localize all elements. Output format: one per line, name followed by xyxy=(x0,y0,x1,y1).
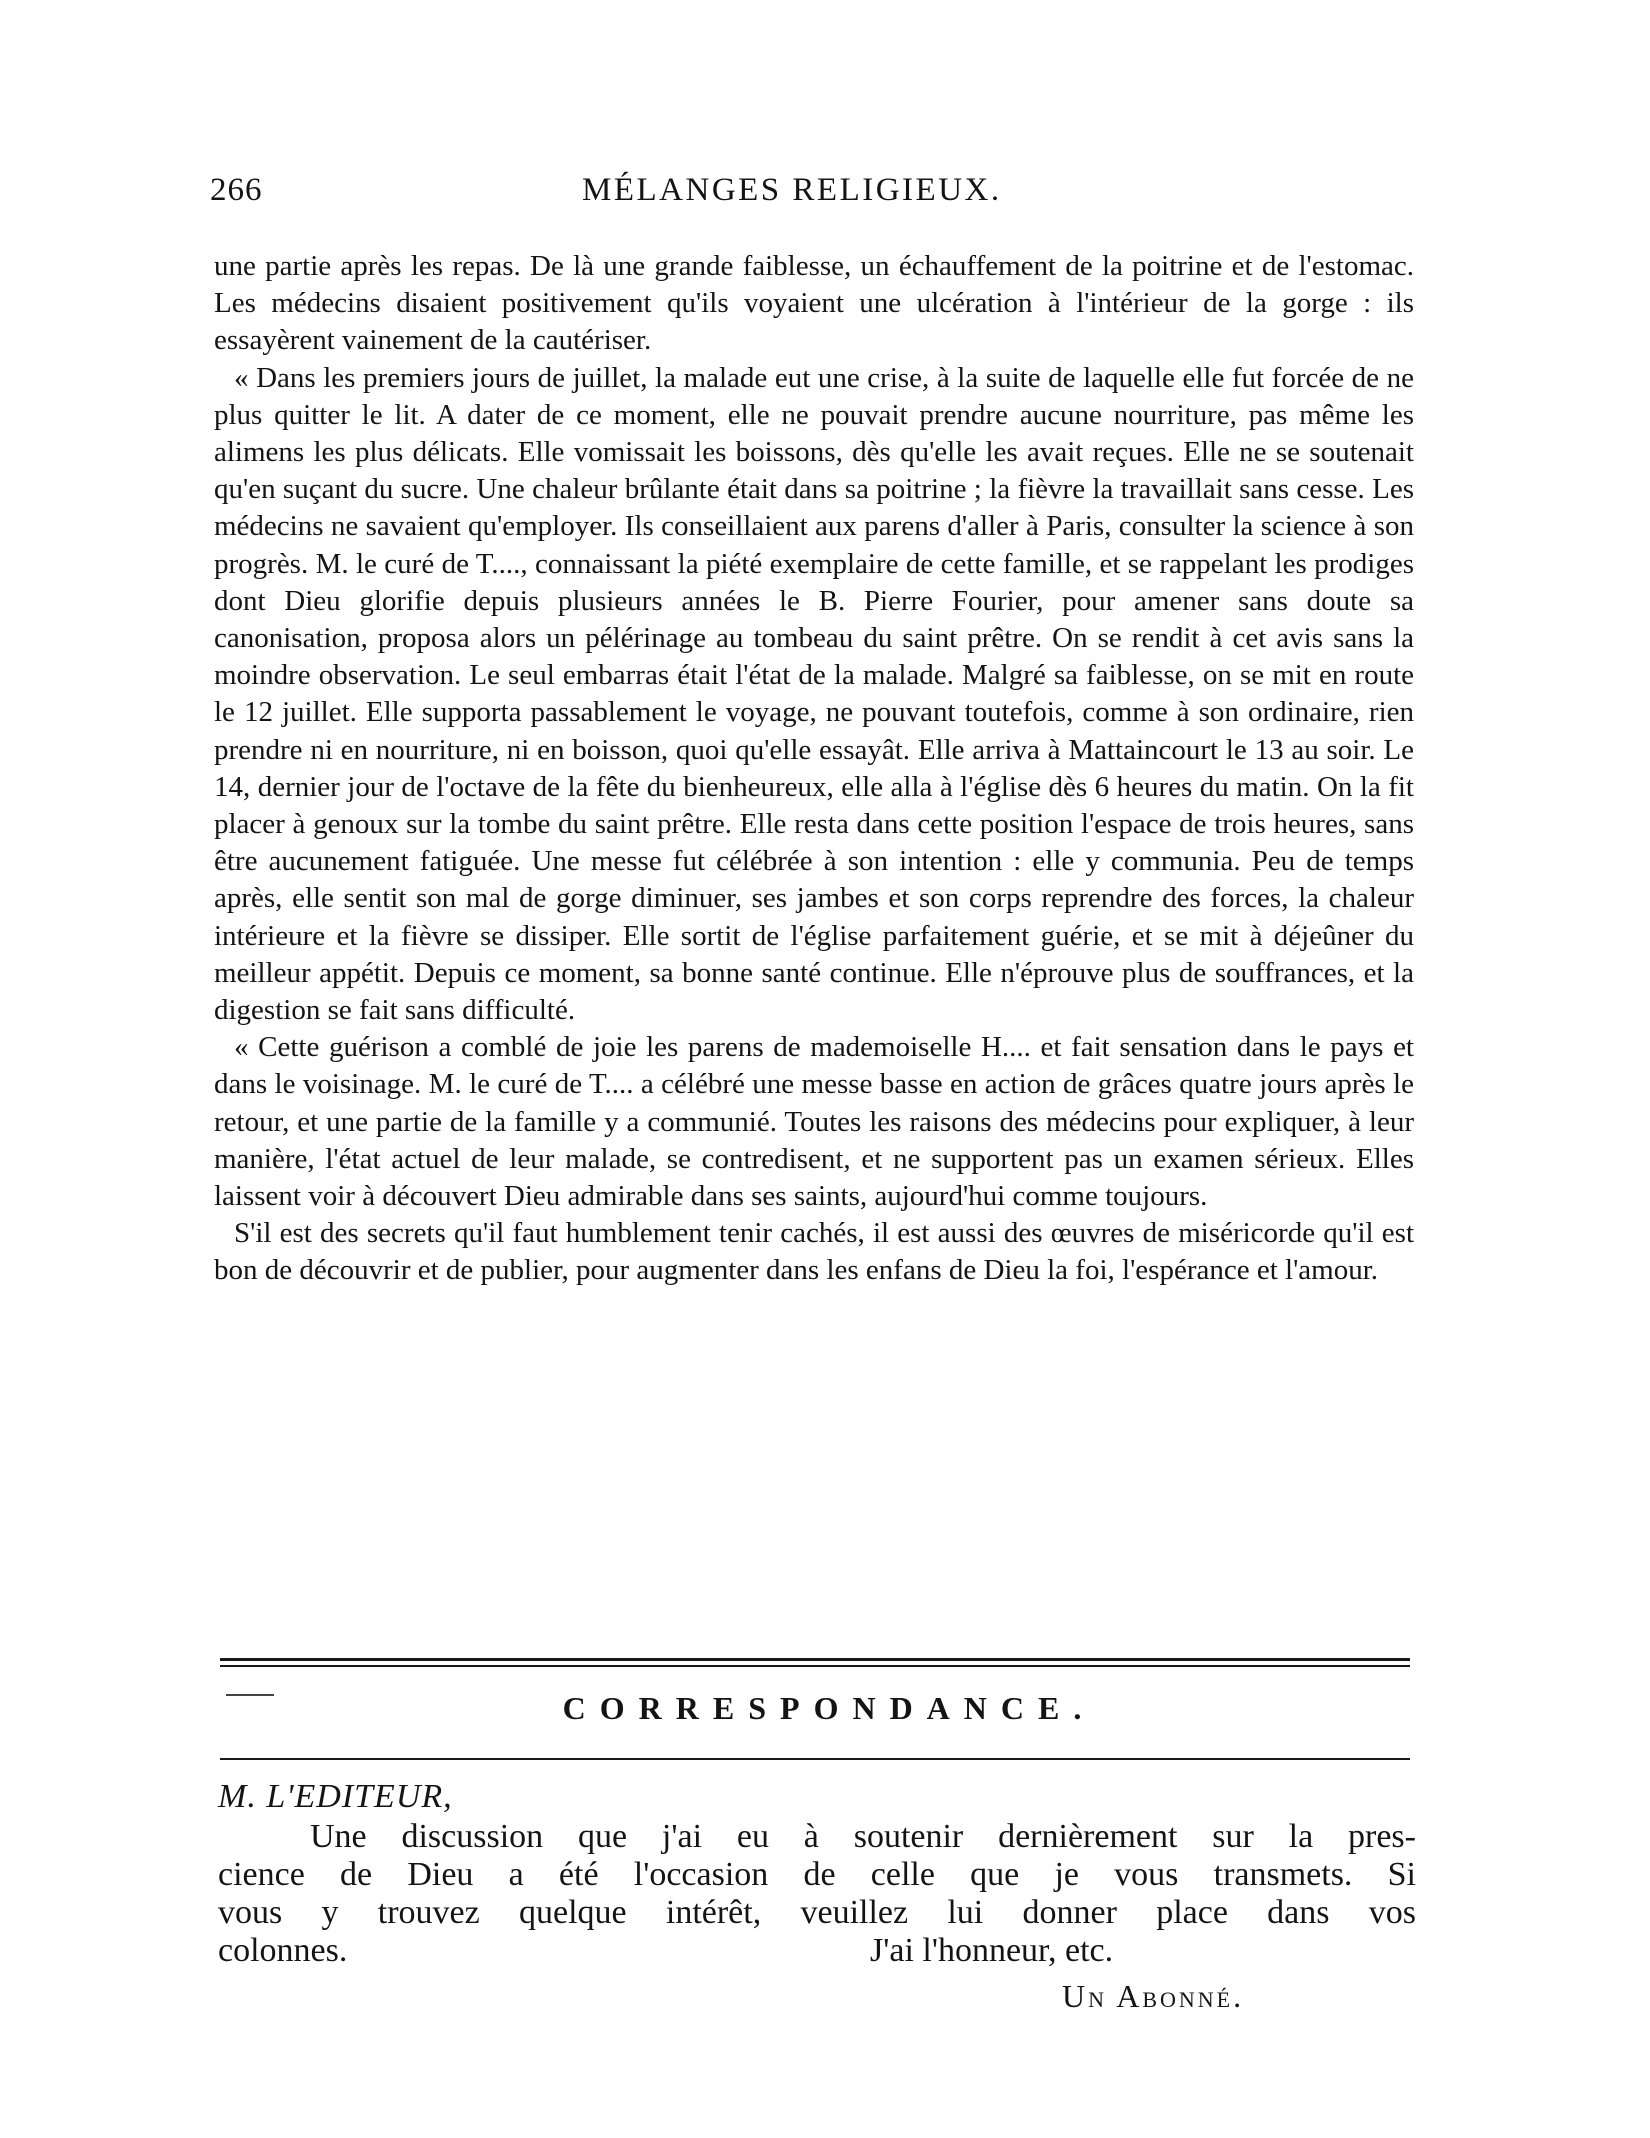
letter-signature: Un Abonné. xyxy=(1062,1978,1245,2014)
letter-line: cience de Dieu a été l'occasion de celle que je vous transmets. Si xyxy=(218,1856,1416,1893)
section-divider xyxy=(220,1658,1410,1661)
article-paragraph: « Dans les premiers jours de juillet, la malade eut une crise, à la suite de laquelle elle fut forcée de ne plus quitter le lit. A dater de ce moment, elle ne pouvait prendre aucune nourriture, pas même les alimens les plus délicats. Elle vomissait les boissons, dès qu'elle les avait reçues. Elle ne se soutenait qu'en suçant du sucre. Une chaleur brûlante était dans sa poitrine ; la fièvre la travaillait sans cesse. Les médecins ne savaient qu'employer. Ils conseillaient aux parens d'aller à Paris, consulter la science à son progrès. M. le curé de T...., connaissant la piété exemplaire de cette famille, et se rappelant les prodiges dont Dieu glorifie depuis plusieurs années le B. Pierre Fourier, pour amener sans doute sa canonisation, proposa alors un pélérinage au tombeau du saint prêtre. On se rendit à cet avis sans la moindre observation. Le seul embarras était l'état de la malade. Malgré sa faiblesse, on se mit en route le 12 juillet. Elle supporta passablement le voyage, ne pouvant toutefois, comme à son ordinaire, rien prendre ni en nourriture, ni en boisson, quoi qu'elle essayât. Elle arriva à Mattaincourt le 13 au soir. Le 14, dernier jour de l'octave de la fête du bienheureux, elle alla à l'église dès 6 heures du matin. On la fit placer à genoux sur la tombe du saint prêtre. Elle resta dans cette position l'espace de trois heures, sans être aucunement fatiguée. Une messe fut célébrée à son intention : elle y communia. Peu de temps après, elle sentit son mal de gorge diminuer, ses jambes et son corps reprendre des forces, la chaleur intérieure et la fièvre se dissiper. Elle sortit de l'église parfaitement guérie, et se mit à déjeûner du meilleur appétit. Depuis ce moment, sa bonne santé continue. Elle n'éprouve plus de souffrances, et la digestion se fait sans difficulté. xyxy=(214,361,1414,1027)
section-divider xyxy=(220,1665,1410,1667)
article-body xyxy=(214,248,1414,1290)
page-number: 266 xyxy=(210,172,263,208)
section-heading: CORRESPONDANCE. xyxy=(562,1690,1096,1726)
running-head xyxy=(210,172,1420,222)
section-divider xyxy=(220,1758,1410,1760)
letter-line: colonnes. xyxy=(218,1932,348,1969)
letter-line: Une discussion que j'ai eu à soutenir dernièrement sur la pres- xyxy=(310,1818,1416,1855)
letter-closing: J'ai l'honneur, etc. xyxy=(870,1932,1114,1969)
article-paragraph: une partie après les repas. De là une grande faiblesse, un échauffement de la poitrine et de l'estomac. Les médecins disaient positivement qu'ils voyaient une ulcération à l'intérieur de la gorge : ils essayèrent vainement de la cautériser. xyxy=(214,250,1414,357)
running-title: MÉLANGES RELIGIEUX. xyxy=(582,172,1002,208)
letter-line: vous y trouvez quelque intérêt, veuillez lui donner place dans vos xyxy=(218,1894,1416,1931)
article-paragraph: « Cette guérison a comblé de joie les parens de mademoiselle H.... et fait sensation dans le pays et dans le voisinage. M. le curé de T.... a célébré une messe basse en action de grâces quatre jours après le retour, et une partie de la famille y a communié. Toutes les raisons des médecins pour expliquer, à leur manière, l'état actuel de leur malade, se contredisent, et ne supportent pas un examen sérieux. Elles laissent voir à découvert Dieu admirable dans ses saints, aujourd'hui comme toujours. xyxy=(214,1031,1414,1213)
letter-body xyxy=(218,1818,1416,1970)
letter-salutation: M. L'EDITEUR, xyxy=(218,1778,453,1815)
article-paragraph: S'il est des secrets qu'il faut humblement tenir cachés, il est aussi des œuvres de miséricorde qu'il est bon de découvrir et de publier, pour augmenter dans les enfans de Dieu la foi, l'espérance et l'amour. xyxy=(214,1217,1414,1287)
